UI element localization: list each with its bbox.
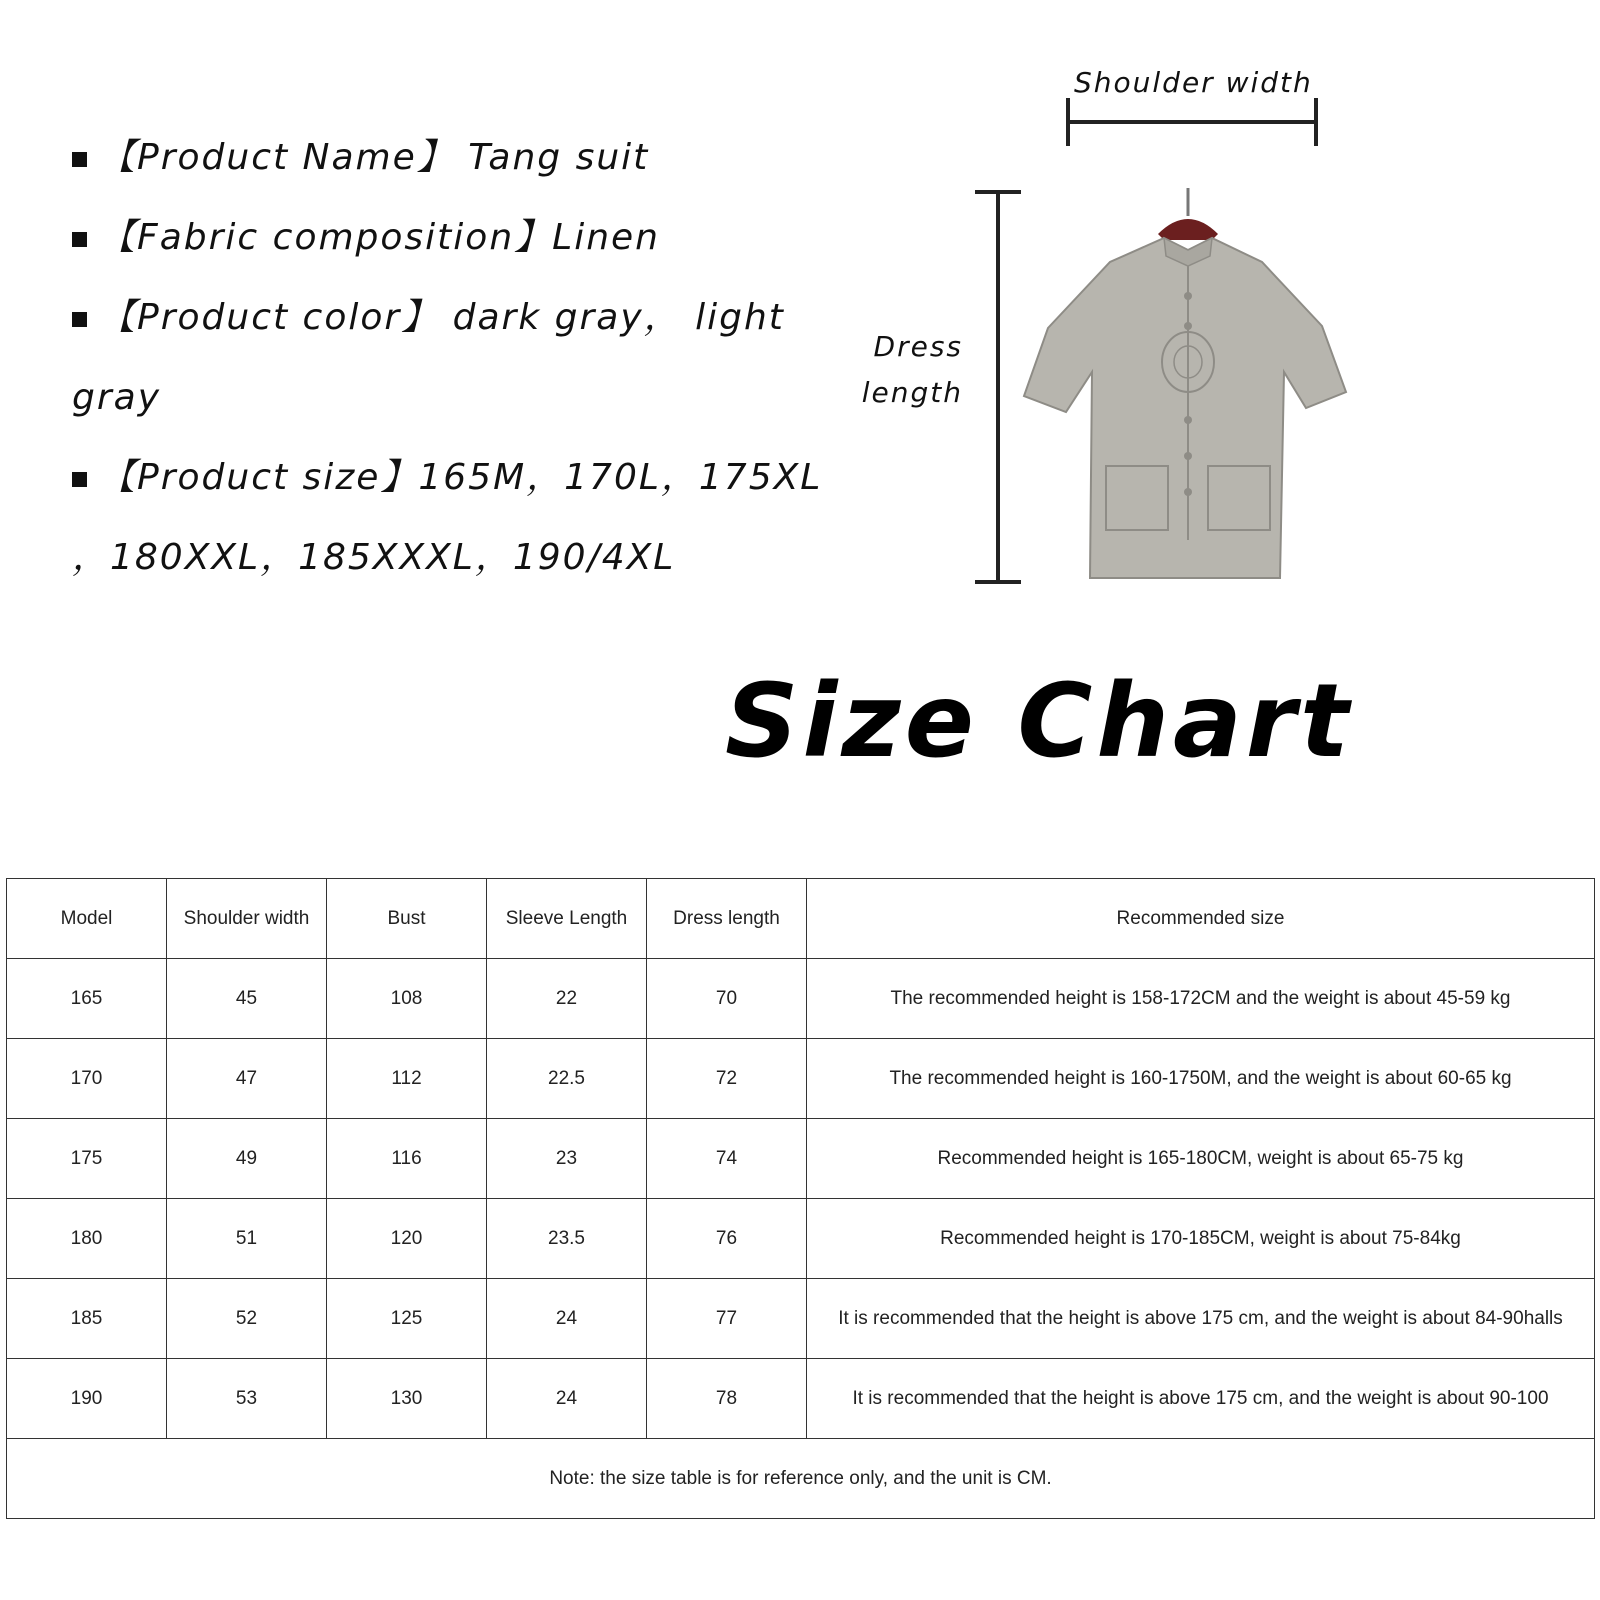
cell-sleeve-length: 24 — [487, 1279, 647, 1359]
table-row — [7, 1039, 1595, 1119]
cell-dress-length: 78 — [647, 1359, 807, 1439]
size-chart-title: Size Chart — [725, 662, 1353, 781]
cell-bust: 130 — [327, 1359, 487, 1439]
table-note: Note: the size table is for reference only, and the unit is CM. — [7, 1439, 1595, 1519]
table-row — [7, 959, 1595, 1039]
dress-length-dimension-line — [975, 192, 1021, 582]
cell-recommended-size: It is recommended that the height is above 175 cm, and the weight is about 84-90halls — [807, 1279, 1595, 1359]
cell-bust: 125 — [327, 1279, 487, 1359]
header-model: Model — [7, 879, 167, 959]
cell-bust: 116 — [327, 1119, 487, 1199]
cell-sleeve-length: 22.5 — [487, 1039, 647, 1119]
cell-bust: 108 — [327, 959, 487, 1039]
spec-size-continued: ，180XXL，185XXXL，190/4XL — [72, 537, 676, 578]
table-header-row — [7, 879, 1595, 959]
spec-color: 【Product color】 dark gray， light — [72, 278, 812, 358]
cell-model: 180 — [7, 1199, 167, 1279]
table-note-row — [7, 1439, 1595, 1519]
cell-model: 190 — [7, 1359, 167, 1439]
size-table — [6, 878, 1595, 1519]
table-row — [7, 1359, 1595, 1439]
cell-sleeve-length: 22 — [487, 959, 647, 1039]
cell-model: 185 — [7, 1279, 167, 1359]
header-dress-length: Dress length — [647, 879, 807, 959]
cell-recommended-size: The recommended height is 160-1750M, and the weight is about 60-65 kg — [807, 1039, 1595, 1119]
header-shoulder-width: Shoulder width — [167, 879, 327, 959]
cell-bust: 112 — [327, 1039, 487, 1119]
shirt-diagram — [0, 0, 1600, 620]
cell-shoulder-width: 45 — [167, 959, 327, 1039]
header-bust: Bust — [327, 879, 487, 959]
cell-dress-length: 72 — [647, 1039, 807, 1119]
cell-recommended-size: It is recommended that the height is above 175 cm, and the weight is about 90-100 — [807, 1359, 1595, 1439]
cell-recommended-size: The recommended height is 158-172CM and the weight is about 45-59 kg — [807, 959, 1595, 1039]
cell-dress-length: 70 — [647, 959, 807, 1039]
table-row — [7, 1199, 1595, 1279]
hanger-icon — [1158, 188, 1218, 240]
cell-model: 165 — [7, 959, 167, 1039]
cell-shoulder-width: 51 — [167, 1199, 327, 1279]
cell-sleeve-length: 23 — [487, 1119, 647, 1199]
shirt-icon — [1024, 238, 1346, 578]
shoulder-dimension-line — [1068, 98, 1316, 146]
cell-recommended-size: Recommended height is 165-180CM, weight is about 65-75 kg — [807, 1119, 1595, 1199]
table-row — [7, 1119, 1595, 1199]
spec-fabric: 【Fabric composition】Linen — [72, 198, 812, 278]
cell-shoulder-width: 52 — [167, 1279, 327, 1359]
cell-sleeve-length: 24 — [487, 1359, 647, 1439]
cell-model: 175 — [7, 1119, 167, 1199]
spec-color-continued: gray — [72, 377, 162, 418]
cell-dress-length: 74 — [647, 1119, 807, 1199]
cell-sleeve-length: 23.5 — [487, 1199, 647, 1279]
spec-size: 【Product size】165M，170L，175XL — [72, 438, 812, 518]
cell-model: 170 — [7, 1039, 167, 1119]
spec-product-name: 【Product Name】 Tang suit — [72, 118, 812, 198]
table-row — [7, 1279, 1595, 1359]
cell-shoulder-width: 49 — [167, 1119, 327, 1199]
cell-bust: 120 — [327, 1199, 487, 1279]
cell-dress-length: 76 — [647, 1199, 807, 1279]
cell-dress-length: 77 — [647, 1279, 807, 1359]
header-sleeve-length: Sleeve Length — [487, 879, 647, 959]
shoulder-width-label: Shoulder width — [1074, 66, 1313, 99]
cell-shoulder-width: 47 — [167, 1039, 327, 1119]
cell-shoulder-width: 53 — [167, 1359, 327, 1439]
header-recommended-size: Recommended size — [807, 879, 1595, 959]
dress-length-label: Dress length — [861, 330, 963, 409]
cell-recommended-size: Recommended height is 170-185CM, weight is about 75-84kg — [807, 1199, 1595, 1279]
